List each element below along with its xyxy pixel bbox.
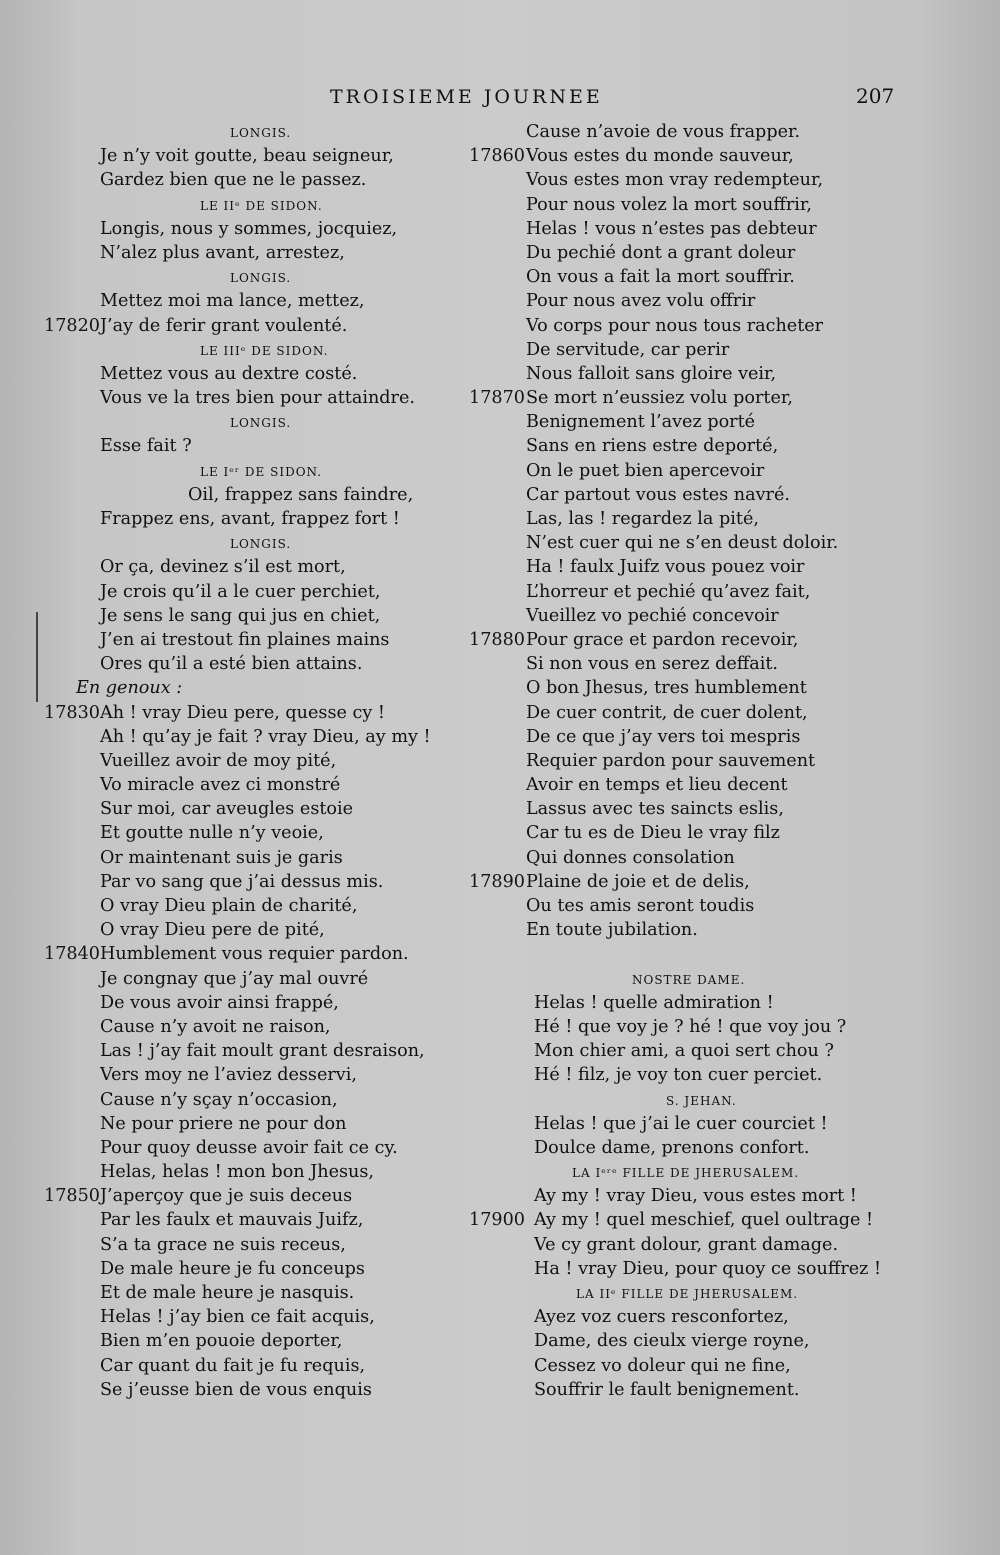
verse-line [526, 1233, 926, 1257]
verse-line [100, 749, 460, 773]
line-text: NOSTRE DAME. [632, 972, 746, 987]
line-text: Cause n’avoie de vous frapper. [526, 122, 801, 142]
line-text: Mon chier ami, a quoi sert chou ? [534, 1041, 834, 1062]
line-text: En toute jubilation. [526, 920, 698, 941]
verse-line [100, 1208, 460, 1232]
verse-line [100, 507, 460, 531]
verse-line [100, 1160, 460, 1184]
verse-line [100, 797, 460, 821]
line-text: Mettez moi ma lance, mettez, [100, 291, 365, 312]
line-text: Se j’eusse bien de vous enquis [100, 1379, 372, 1400]
line-text: Vueillez avoir de moy pité, [100, 750, 337, 771]
line-text: Je n’y voit goutte, beau seigneur, [100, 146, 394, 167]
verse-line [526, 434, 926, 458]
line-text: Helas ! quelle admiration ! [534, 992, 774, 1013]
line-text: LE IIᵉ DE SIDON. [200, 198, 323, 213]
verse-line [526, 580, 926, 604]
verse-line [100, 1233, 460, 1257]
line-text: Mettez vous au dextre costé. [100, 363, 358, 384]
line-text: Ah ! qu’ay je fait ? vray Dieu, ay my ! [100, 726, 431, 747]
line-text: Or maintenant suis je garis [100, 847, 343, 868]
line-number: 17820 [44, 315, 100, 336]
verse-line [526, 1112, 926, 1136]
margin-mark-line [36, 612, 38, 702]
verse-line [100, 604, 460, 628]
line-text: Ve cy grant dolour, grant damage. [534, 1234, 839, 1255]
verse-line [526, 1063, 926, 1087]
verse-line [100, 241, 460, 265]
verse-line [100, 1281, 460, 1305]
line-text: Cessez vo doleur qui ne fine, [534, 1355, 791, 1376]
line-text: Ne pour priere ne pour don [100, 1113, 347, 1134]
line-text: Si non vous en serez deffait. [526, 654, 779, 675]
line-text: Je crois qu’il a le cuer perchiet, [100, 581, 381, 602]
line-text: On vous a fait la mort souffrir. [526, 267, 795, 288]
line-number: 17830 [44, 702, 100, 723]
verse-line [469, 144, 926, 168]
verse-line [100, 362, 460, 386]
speaker-name [100, 531, 460, 555]
line-number: 17840 [44, 944, 100, 965]
speaker-name [526, 967, 926, 991]
verse-line [100, 628, 460, 652]
line-text: Avoir en temps et lieu decent [526, 775, 788, 796]
verse-line [526, 362, 926, 386]
page-number: 207 [856, 84, 895, 108]
line-number: 17900 [469, 1210, 525, 1231]
verse-line [100, 217, 460, 241]
line-text: Cause n’y sçay n’occasion, [100, 1089, 338, 1110]
line-text: Ou tes amis seront toudis [526, 896, 755, 916]
line-text: N’alez plus avant, arrestez, [100, 242, 345, 263]
verse-line [526, 918, 926, 942]
verse-line [100, 652, 460, 676]
verse-line [526, 821, 926, 845]
verse-line [526, 338, 926, 362]
verse-line [526, 942, 926, 966]
line-text: LONGIS. [230, 416, 292, 431]
line-text: Ay my ! quel meschief, quel oultrage ! [534, 1210, 874, 1231]
speaker-name [100, 193, 460, 217]
verse-line [526, 797, 926, 821]
line-text: Et goutte nulle n’y veoie, [100, 823, 324, 844]
line-text: J’en ai trestout fin plaines mains [100, 629, 390, 650]
verse-line [469, 1208, 926, 1232]
line-text: Par les faulx et mauvais Juifz, [100, 1210, 364, 1231]
speaker-name [100, 410, 460, 434]
verse-line [44, 1184, 460, 1208]
line-text: Et de male heure je nasquis. [100, 1283, 355, 1303]
verse-line [526, 725, 926, 749]
verse-line [44, 701, 460, 725]
verse-line [100, 1378, 460, 1402]
verse-line [526, 1015, 926, 1039]
line-text: Or ça, devinez s’il est mort, [100, 557, 346, 578]
line-text: Vueillez vo pechié concevoir [526, 605, 779, 626]
line-text: Ha ! faulx Juifz vous pouez voir [526, 557, 805, 578]
line-text: Car partout vous estes navré. [526, 484, 790, 505]
verse-line [526, 676, 926, 700]
speaker-name [526, 1160, 926, 1184]
line-text: Humblement vous requier pardon. [100, 944, 409, 965]
verse-line [100, 555, 460, 579]
verse-line [526, 531, 926, 555]
speaker-name [100, 120, 460, 144]
verse-line [44, 942, 460, 966]
line-text: LA IIᵉ FILLE DE JHERUSALEM. [576, 1287, 799, 1301]
running-header: TROISIEME JOURNEE [330, 86, 603, 108]
line-text: Hé ! filz, je voy ton cuer perciet. [534, 1065, 823, 1086]
verse-line [469, 386, 926, 410]
line-text: N’est cuer qui ne s’en deust doloir. [526, 533, 839, 554]
verse-line [100, 725, 460, 749]
line-text: Vers moy ne l’aviez desservi, [100, 1065, 357, 1086]
verse-line [526, 483, 926, 507]
line-text: LE IIIᵉ DE SIDON. [200, 343, 329, 358]
verse-line [100, 1329, 460, 1353]
verse-line [526, 410, 926, 434]
line-number: 17860 [469, 146, 525, 167]
verse-line [526, 459, 926, 483]
verse-line [100, 1136, 460, 1160]
verse-line [100, 144, 460, 168]
verse-line [100, 1257, 460, 1281]
line-text: Par vo sang que j’ai dessus mis. [100, 871, 384, 892]
verse-line [526, 1136, 926, 1160]
verse-line [469, 628, 926, 652]
line-text: Dame, des cieulx vierge royne, [534, 1331, 810, 1352]
line-number: 17880 [469, 629, 525, 650]
left-column [44, 120, 460, 1402]
line-text: Las ! j’ay fait moult grant desraison, [100, 1041, 425, 1062]
line-text: Ayez voz cuers resconfortez, [534, 1307, 789, 1328]
verse-line [100, 483, 460, 507]
verse-line [100, 821, 460, 845]
verse-line [100, 918, 460, 942]
verse-line [100, 967, 460, 991]
verse-line [100, 386, 460, 410]
verse-line [526, 1257, 926, 1281]
verse-line [526, 507, 926, 531]
line-text: Oil, frappez sans faindre, [188, 484, 414, 505]
line-text: Sans en riens estre deporté, [526, 436, 779, 457]
verse-line [100, 1305, 460, 1329]
line-text: Vo miracle avez ci monstré [100, 775, 341, 796]
verse-line [526, 120, 926, 144]
verse-line [526, 1184, 926, 1208]
line-text: L’horreur et pechié qu’avez fait, [526, 581, 811, 602]
speaker-name [100, 265, 460, 289]
line-number: 17890 [469, 871, 525, 892]
line-text: Benignement l’avez porté [526, 412, 756, 433]
right-column [469, 120, 926, 1402]
verse-line [526, 604, 926, 628]
verse-line [526, 991, 926, 1015]
line-text: Car tu es de Dieu le vray filz [526, 823, 780, 844]
line-text: Esse fait ? [100, 436, 192, 457]
line-text: LONGIS. [230, 271, 292, 286]
line-text: Ah ! vray Dieu pere, quesse cy ! [100, 702, 385, 723]
line-text: Hé ! que voy je ? hé ! que voy jou ? [534, 1016, 847, 1037]
verse-line [526, 749, 926, 773]
verse-line [100, 1063, 460, 1087]
line-text: Cause n’y avoit ne raison, [100, 1016, 331, 1037]
verse-line [100, 434, 460, 458]
line-text: Ay my ! vray Dieu, vous estes mort ! [534, 1186, 857, 1207]
line-text: Doulce dame, prenons confort. [534, 1137, 810, 1158]
verse-line [100, 168, 460, 192]
verse-line [100, 773, 460, 797]
line-text: LONGIS. [230, 537, 292, 552]
line-text: Car quant du fait je fu requis, [100, 1355, 366, 1376]
line-text: Frappez ens, avant, frappez fort ! [100, 509, 400, 529]
line-text: Pour quoy deusse avoir fait ce cy. [100, 1137, 398, 1158]
line-text: Vous estes du monde sauveur, [526, 146, 794, 167]
line-text: J’ay de ferir grant voulenté. [100, 315, 348, 336]
verse-line [526, 555, 926, 579]
line-text: Vous estes mon vray redempteur, [526, 170, 824, 191]
verse-line [526, 241, 926, 265]
line-number: 17850 [44, 1186, 100, 1207]
line-text: S’a ta grace ne suis receus, [100, 1234, 346, 1255]
line-text: Bien m’en pouoie deporter, [100, 1331, 343, 1352]
line-text: En genoux : [76, 678, 183, 699]
verse-line [100, 1015, 460, 1039]
verse-line [526, 1039, 926, 1063]
verse-line [526, 701, 926, 725]
line-text: Pour grace et pardon recevoir, [526, 629, 799, 650]
line-text: Nous falloit sans gloire veir, [526, 363, 777, 384]
verse-line [44, 314, 460, 338]
line-text: Vous ve la tres bien pour attaindre. [100, 388, 415, 409]
line-text: Pour nous volez la mort souffrir, [526, 194, 812, 215]
line-text: Lassus avec tes saincts eslis, [526, 799, 784, 820]
speaker-name [100, 459, 460, 483]
line-text: LE Iᵉʳ DE SIDON. [200, 464, 323, 479]
stage-direction [76, 676, 460, 700]
line-text: Gardez bien que ne le passez. [100, 170, 367, 191]
line-text: Se mort n’eussiez volu porter, [526, 388, 793, 409]
verse-line [526, 217, 926, 241]
line-text: Ha ! vray Dieu, pour quoy ce souffrez ! [534, 1258, 882, 1279]
verse-line [100, 1088, 460, 1112]
line-text: LONGIS. [230, 126, 292, 140]
speaker-name [526, 1281, 926, 1305]
verse-line [526, 289, 926, 313]
verse-line [526, 1378, 926, 1402]
speaker-name [100, 338, 460, 362]
line-text: Sur moi, car aveugles estoie [100, 799, 354, 820]
line-text: Qui donnes consolation [526, 847, 735, 868]
line-text: De vous avoir ainsi frappé, [100, 992, 339, 1013]
verse-line [100, 1039, 460, 1063]
line-text: De servitude, car perir [526, 339, 730, 360]
line-text: Je congnay que j’ay mal ouvré [100, 968, 369, 989]
verse-line [100, 1112, 460, 1136]
line-text: Plaine de joie et de delis, [526, 871, 750, 892]
verse-line [100, 894, 460, 918]
speaker-name [526, 1088, 926, 1112]
line-text: O vray Dieu plain de charité, [100, 896, 358, 916]
verse-line [526, 314, 926, 338]
line-text: O vray Dieu pere de pité, [100, 920, 325, 941]
line-text: Pour nous avez volu offrir [526, 291, 756, 312]
line-text: Las, las ! regardez la pité, [526, 509, 759, 529]
line-text: J’aperçoy que je suis deceus [100, 1186, 353, 1207]
verse-line [526, 894, 926, 918]
verse-line [526, 193, 926, 217]
line-text: LA Iᵉʳᵉ FILLE DE JHERUSALEM. [572, 1166, 800, 1181]
line-number: 17870 [469, 388, 525, 409]
verse-line [526, 1329, 926, 1353]
verse-line [526, 1305, 926, 1329]
line-text: Du pechié dont a grant doleur [526, 242, 796, 263]
verse-line [526, 773, 926, 797]
verse-line [526, 265, 926, 289]
line-text: De ce que j’ay vers toi mespris [526, 726, 801, 747]
verse-line [526, 652, 926, 676]
verse-line [469, 870, 926, 894]
line-text: Souffrir le fault benignement. [534, 1379, 800, 1400]
line-text: S. JEHAN. [666, 1093, 737, 1108]
line-text: Requier pardon pour sauvement [526, 750, 816, 771]
verse-line [100, 846, 460, 870]
verse-line [100, 289, 460, 313]
line-text: De male heure je fu conceups [100, 1258, 365, 1279]
verse-line [100, 991, 460, 1015]
verse-line [100, 1354, 460, 1378]
verse-line [100, 870, 460, 894]
line-text: On le puet bien apercevoir [526, 460, 765, 481]
line-text: Vo corps pour nous tous racheter [526, 315, 824, 336]
verse-line [526, 1354, 926, 1378]
line-text: Je sens le sang qui jus en chiet, [100, 605, 381, 626]
verse-line [100, 580, 460, 604]
line-text: Helas, helas ! mon bon Jhesus, [100, 1162, 374, 1183]
line-text: Helas ! vous n’estes pas debteur [526, 218, 817, 239]
line-text: De cuer contrit, de cuer dolent, [526, 702, 808, 723]
line-text: O bon Jhesus, tres humblement [526, 678, 807, 699]
line-text: Ores qu’il a esté bien attains. [100, 654, 363, 675]
verse-line [526, 846, 926, 870]
verse-line [526, 168, 926, 192]
line-text: Longis, nous y sommes, jocquiez, [100, 218, 398, 239]
line-text: Helas ! j’ay bien ce fait acquis, [100, 1307, 375, 1328]
line-text: Helas ! que j’ai le cuer courciet ! [534, 1113, 828, 1134]
